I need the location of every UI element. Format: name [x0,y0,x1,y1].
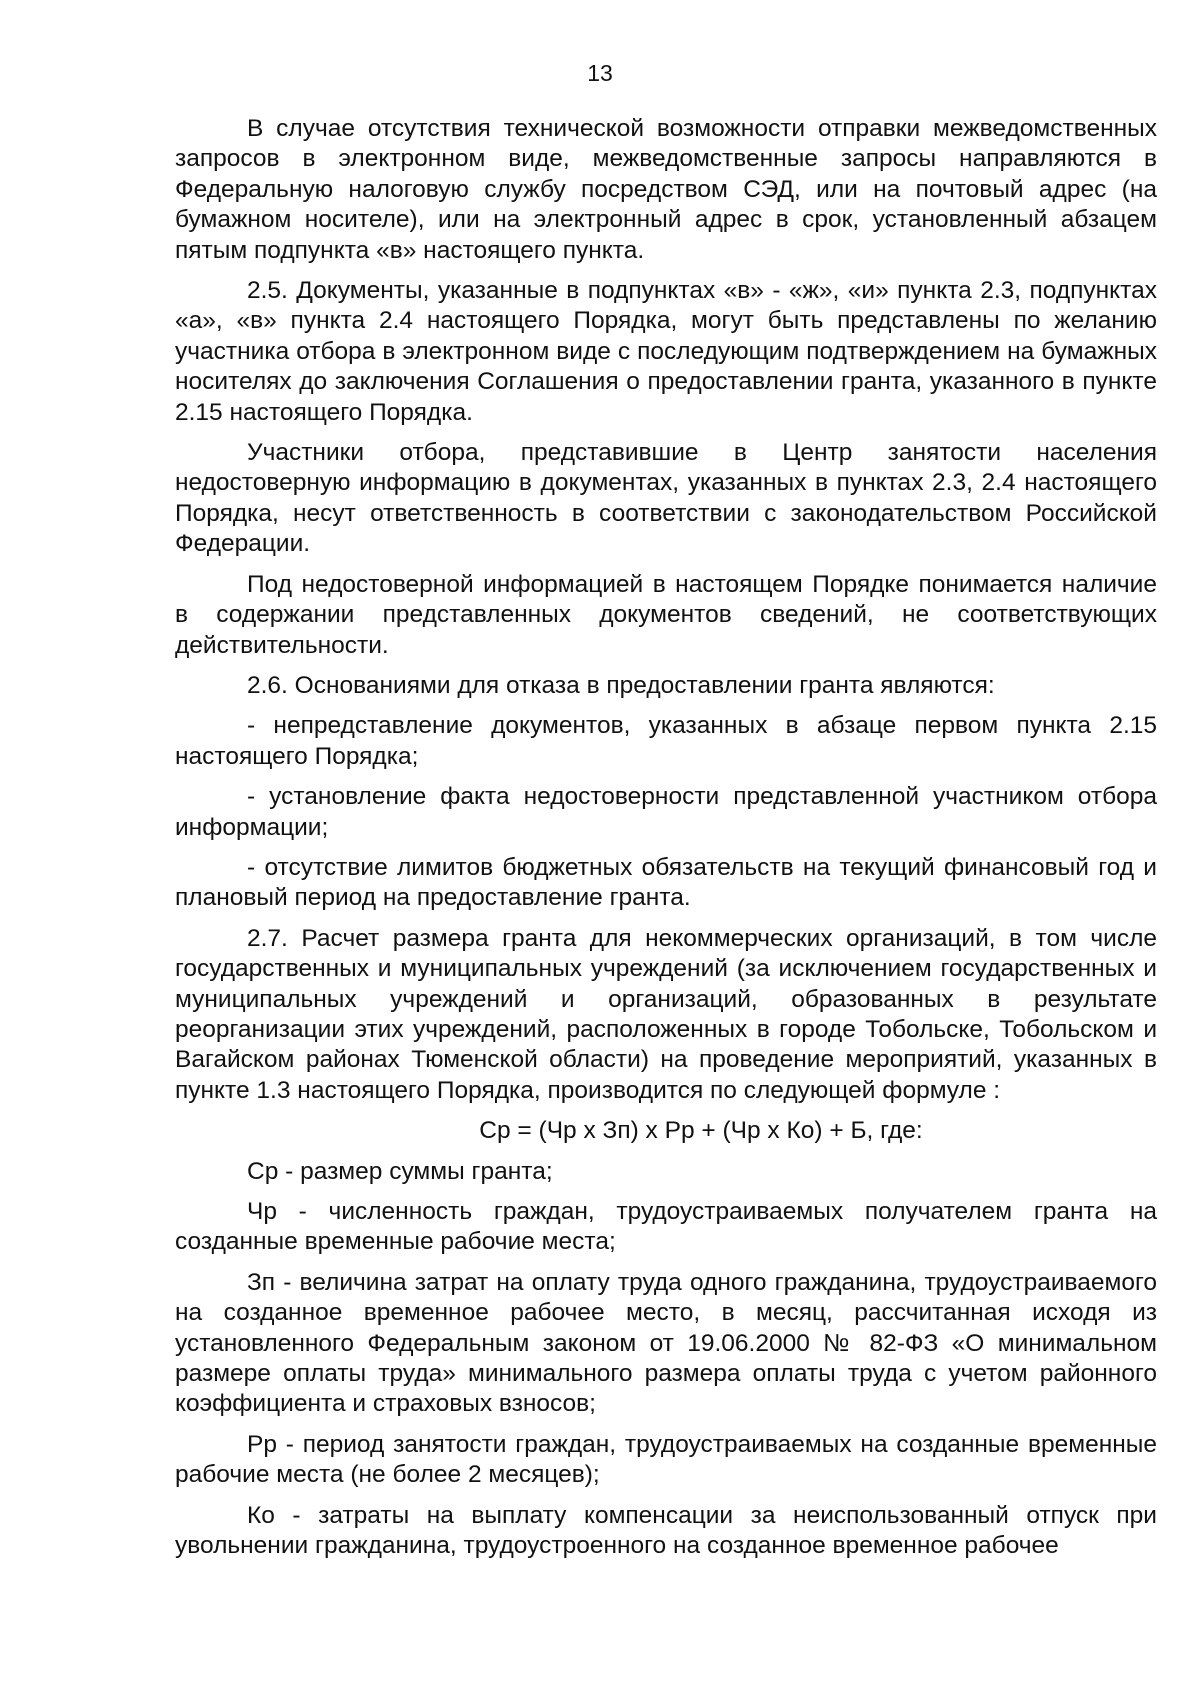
paragraph-participant-responsibility: Участники отбора, представившие в Центр занятости населения недостоверную информацию в документах, указанных в пунктах 2.3, 2.4 настоящего Порядка, несут ответственность в соответствии с законодательством Российской Федерации. [175,439,1157,558]
list-item-refusal-1: - непредставление документов, указанных в абзаце первом пункта 2.15 настоящего Порядка; [175,712,1157,770]
paragraph-2-6: 2.6. Основаниями для отказа в предоставлении гранта являются: [247,671,995,699]
paragraph-2-5: 2.5. Документы, указанные в подпунктах «в» - «ж», «и» пункта 2.3, подпунктах «а», «в» пункта 2.4 настоящего Порядка, могут быть представлены по желанию участника отбора в электронном виде с последующим подтверждением на бумажных носителях до заключения Соглашения о предоставлении гранта, указанного в пункте 2.15 настоящего Порядка. [175,277,1157,426]
paragraph-2-7: 2.7. Расчет размера гранта для некоммерческих организаций, в том числе государственных и муниципальных учреждений (за исключением государственных и муниципальных учреждений и организаций, образованных в результате реорганизации этих учреждений, расположенных в городе Тобольске, Тобольском и Вагайском районах Тюменской области) на проведение мероприятий, указанных в пункте 1.3 настоящего Порядка, производится по следующей формуле : [175,924,1157,1104]
grant-formula: Ср = (Чр х Зп) х Рр + (Чр х Ко) + Б, где: [479,1117,923,1145]
definition-zp: Зп - величина затрат на оплату труда одного гражданина, трудоустраиваемого на созданное временное рабочее место, в месяц, рассчитанная исходя из установленного Федеральным законом от 19.06.2000 № 82-ФЗ «О минимальном размере оплаты труда» минимального размера оплаты труда с учетом районного коэффициента и страховых взносов; [175,1268,1157,1418]
paragraph-no-electronic-requests: В случае отсутствия технической возможности отправки межведомственных запросов в электронном виде, межведомственные запросы направляются в Федеральную налоговую службу посредством СЭД, или на почтовый адрес (на бумажном носителе), или на электронный адрес в срок, установленный абзацем пятым подпункта «в» настоящего пункта. [175,115,1157,264]
list-item-refusal-2: - установление факта недостоверности представленной участником отбора информации; [175,783,1157,841]
page-number: 13 [587,60,613,86]
definition-ko: Ко - затраты на выплату компенсации за неиспользованный отпуск при увольнении гражданина, трудоустроенного на созданное временное рабочее [175,1501,1157,1560]
definition-chr: Чр - численность граждан, трудоустраиваемых получателем гранта на созданные временные рабочие места; [175,1198,1157,1256]
list-item-refusal-3: - отсутствие лимитов бюджетных обязательств на текущий финансовый год и плановый период на предоставление гранта. [175,853,1157,912]
paragraph-unreliable-information: Под недостоверной информацией в настоящем Порядке понимается наличие в содержании представленных документов сведений, не соответствующих действительности. [175,570,1157,659]
definition-cp: Ср - размер суммы гранта; [247,1157,553,1185]
document-body [175,114,1157,1571]
definition-rr: Рр - период занятости граждан, трудоустраиваемых на созданные временные рабочие места (не более 2 месяцев); [175,1430,1157,1489]
